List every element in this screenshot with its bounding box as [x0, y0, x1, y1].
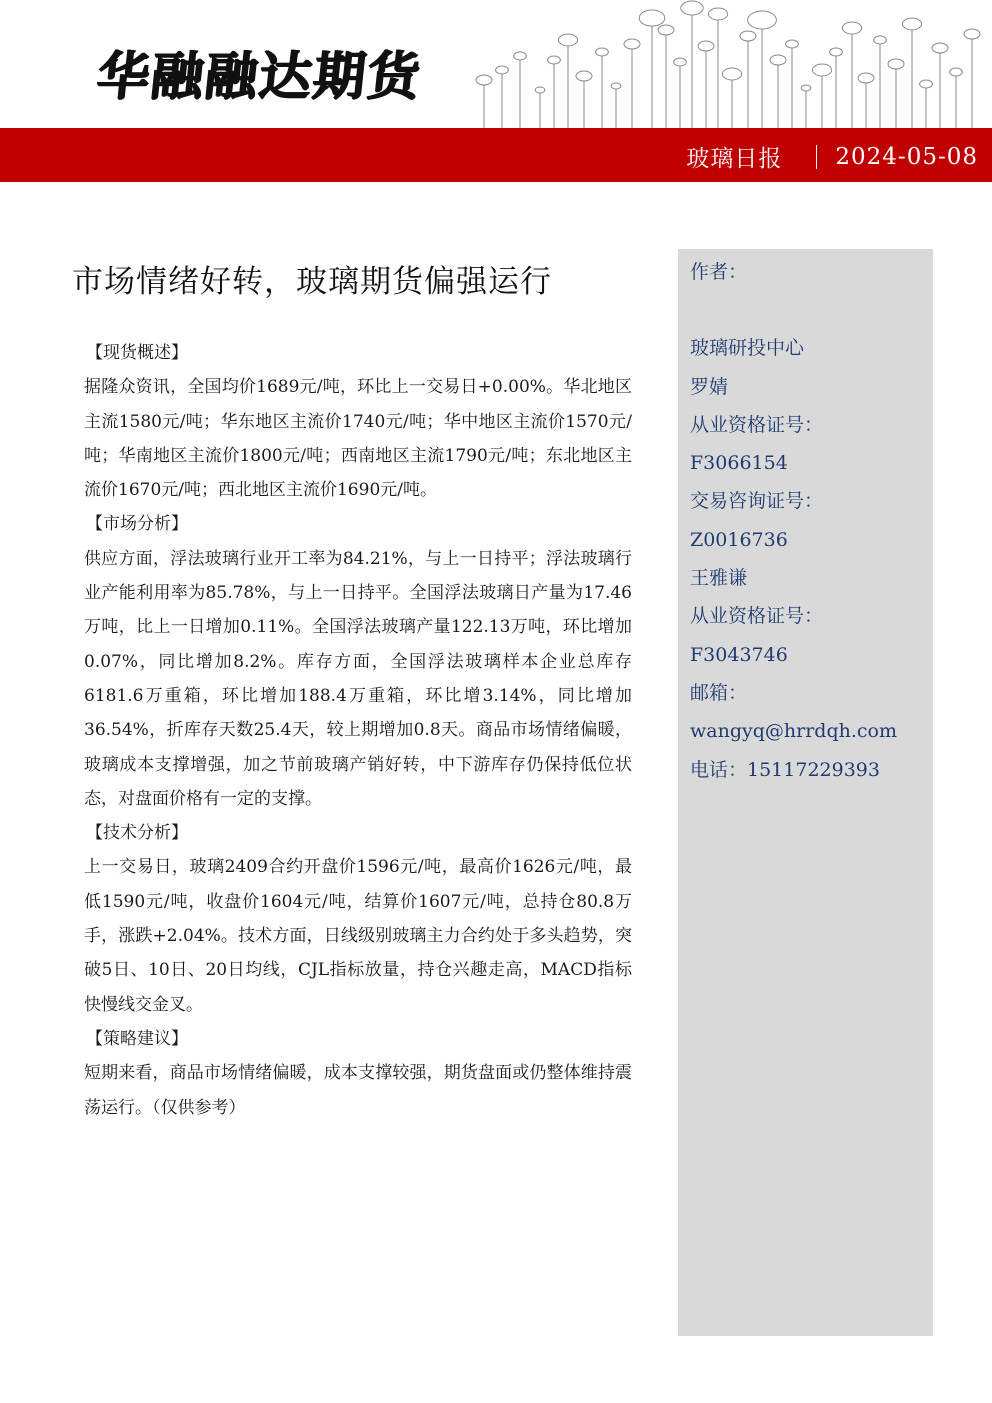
section-body-market: 供应方面，浮法玻璃行业开工率为84.21%，与上一日持平；浮法玻璃行业产能利用率为85.78%，与上一日持平。全国浮法玻璃日产量为17.46万吨，比上一日增加0.11%。全国浮法玻璃产量122.13万吨，环比增加0.07%，同比增加8.2%。库存方面，全国浮法玻璃样本企业总库存6181.6万重箱，环比增加188.4万重箱，环比增3.14%，同比增加36.54%，折库存天数25.4天，较上期增加0.8天。商品市场情绪偏暖，玻璃成本支撑增强，加之节前玻璃产销好转，中下游库存仍保持低位状态，对盘面价格有一定的支撑。 — [84, 548, 632, 809]
section-title-strategy: 【策略建议】 — [86, 1028, 188, 1049]
section-title-market: 【市场分析】 — [86, 514, 188, 535]
phone-number: 电话：15117229393 — [690, 758, 880, 781]
decorative-pin-graphic — [456, 0, 992, 128]
department-name: 玻璃研投中心 — [690, 337, 805, 360]
author2-name: 王雅谦 — [690, 567, 748, 590]
author-label: 作者： — [690, 261, 748, 283]
report-headline: 市场情绪好转，玻璃期货偏强运行 — [72, 264, 552, 300]
report-body — [84, 336, 632, 1125]
author1-qual-number: F3066154 — [690, 452, 788, 475]
section-title-spot: 【现货概述】 — [86, 343, 188, 363]
author2-qual-number: F3043746 — [690, 643, 788, 666]
report-type: 玻璃日报 — [686, 146, 783, 172]
author-info — [690, 253, 930, 789]
section-body-spot: 据隆众资讯，全国均价1689元/吨，环比上一交易日+0.00%。华北地区主流1580元/吨；华东地区主流价1740元/吨；华中地区主流价1570元/吨；华南地区主流价1800元/吨；西南地区主流1790元/吨；东北地区主流价1670元/吨；西北地区主流价1690元/吨。 — [84, 377, 632, 501]
section-body-technical: 上一交易日，玻璃2409合约开盘价1596元/吨，最高价1626元/吨，最低1590元/吨，收盘价1604元/吨，结算价1607元/吨，总持仓80.8万手，涨跌+2.04%。技术方面，日线级别玻璃主力合约处于多头趋势，突破5日、10日、20日均线，CJL指标放量，持仓兴趣走高，MACD指标快慢线交金叉。 — [84, 857, 632, 1015]
email-label: 邮箱： — [690, 681, 748, 704]
brand-logo: 华融融达期货 — [94, 47, 425, 107]
author1-consult-label: 交易咨询证号： — [690, 490, 824, 513]
author1-consult-number: Z0016736 — [690, 528, 788, 551]
author-sidebar — [678, 249, 933, 1336]
sidebar-spacer — [690, 291, 930, 329]
header-banner — [0, 128, 992, 182]
author1-name: 罗婧 — [690, 375, 729, 398]
author2-qual-label: 从业资格证号： — [690, 605, 824, 628]
author1-qual-label: 从业资格证号： — [690, 413, 824, 436]
email-address[interactable]: wangyq@hrrdqh.com — [690, 720, 897, 743]
banner-text — [686, 140, 978, 173]
section-title-technical: 【技术分析】 — [86, 823, 188, 844]
banner-divider — [816, 145, 817, 169]
section-body-strategy: 短期来看，商品市场情绪偏暖，成本支撑较强，期货盘面或仍整体维持震荡运行。（仅供参考） — [84, 1063, 632, 1118]
report-date: 2024-05-08 — [835, 143, 978, 170]
